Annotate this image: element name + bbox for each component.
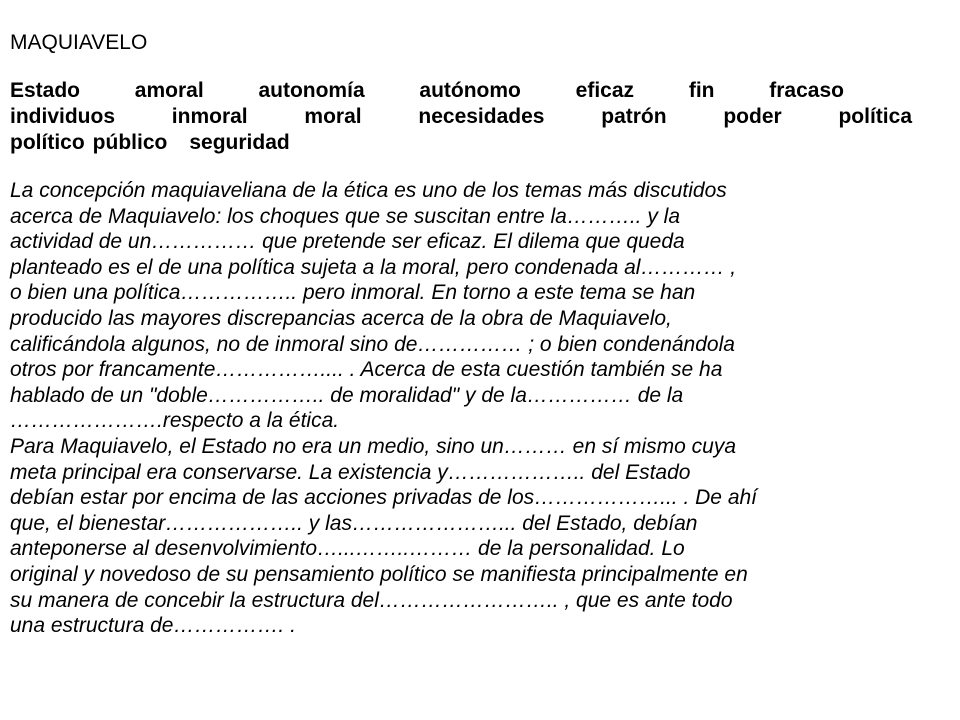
- keyword-line-1: [10, 78, 954, 104]
- keyword: individuos: [10, 105, 115, 128]
- paragraph-line: calificándola algunos, no de inmoral sino de…………… ; o bien condenándola: [10, 332, 735, 356]
- keyword-list: [10, 78, 954, 156]
- keyword: patrón: [601, 105, 667, 128]
- paragraph-line: actividad de un…………… que pretende ser eficaz. El dilema que queda: [10, 230, 685, 254]
- keyword: público: [92, 131, 168, 154]
- keyword: política: [838, 105, 912, 128]
- keyword: seguridad: [189, 131, 290, 154]
- keyword: autónomo: [419, 79, 521, 102]
- keyword: inmoral: [171, 105, 248, 128]
- paragraph-line: o bien una política…………….. pero inmoral. En torno a este tema se han: [10, 281, 696, 305]
- paragraph-line: acerca de Maquiavelo: los choques que se suscitan entre la……….. y la: [10, 204, 681, 228]
- keyword: fin: [688, 79, 715, 102]
- keyword: poder: [723, 105, 782, 128]
- keyword: político: [10, 131, 85, 154]
- paragraph-line: producido las mayores discrepancias acerca de la obra de Maquiavelo,: [10, 306, 672, 330]
- paragraph-line: Para Maquiavelo, el Estado no era un medio, sino un……… en sí mismo cuya: [10, 434, 737, 458]
- paragraph-line: otros por francamente…………….... . Acerca de esta cuestión también se ha: [10, 358, 723, 382]
- keyword: amoral: [134, 79, 204, 102]
- keyword: necesidades: [418, 105, 545, 128]
- keyword: eficaz: [575, 79, 635, 102]
- keyword: autonomía: [258, 79, 365, 102]
- keyword: fracaso: [769, 79, 844, 102]
- paragraph-line: debían estar por encima de las acciones privadas de los………………... . De ahí: [10, 486, 758, 510]
- slide-content: [10, 30, 954, 639]
- paragraph-line: su manera de concebir la estructura del…………………….. , que es ante todo: [10, 588, 733, 612]
- paragraph-line: que, el bienestar……………….. y las…………………... del Estado, debían: [10, 511, 698, 535]
- paragraph-line: original y novedoso de su pensamiento político se manifiesta principalmente en: [10, 562, 748, 586]
- fill-in-paragraph: [10, 178, 954, 639]
- slide-title: MAQUIAVELO: [10, 31, 148, 54]
- paragraph-line: meta principal era conservarse. La existencia y……………….. del Estado: [10, 460, 691, 484]
- paragraph-line: La concepción maquiaveliana de la ética es uno de los temas más discutidos: [10, 179, 727, 202]
- keyword: moral: [304, 105, 362, 128]
- keyword: Estado: [10, 79, 81, 102]
- paragraph-line: planteado es el de una política sujeta a la moral, pero condenada al………… ,: [10, 255, 737, 279]
- paragraph-line: una estructura de……………. .: [10, 614, 296, 638]
- paragraph-line: anteponerse al desenvolvimiento…...……..……… de la personalidad. Lo: [10, 537, 685, 561]
- keyword-line-3: [10, 130, 954, 156]
- paragraph-line: ………………….respecto a la ética.: [10, 409, 340, 433]
- paragraph-line: hablado de un "doble…………….. de moralidad" y de la…………… de la: [10, 383, 684, 407]
- keyword-line-2: [10, 104, 954, 130]
